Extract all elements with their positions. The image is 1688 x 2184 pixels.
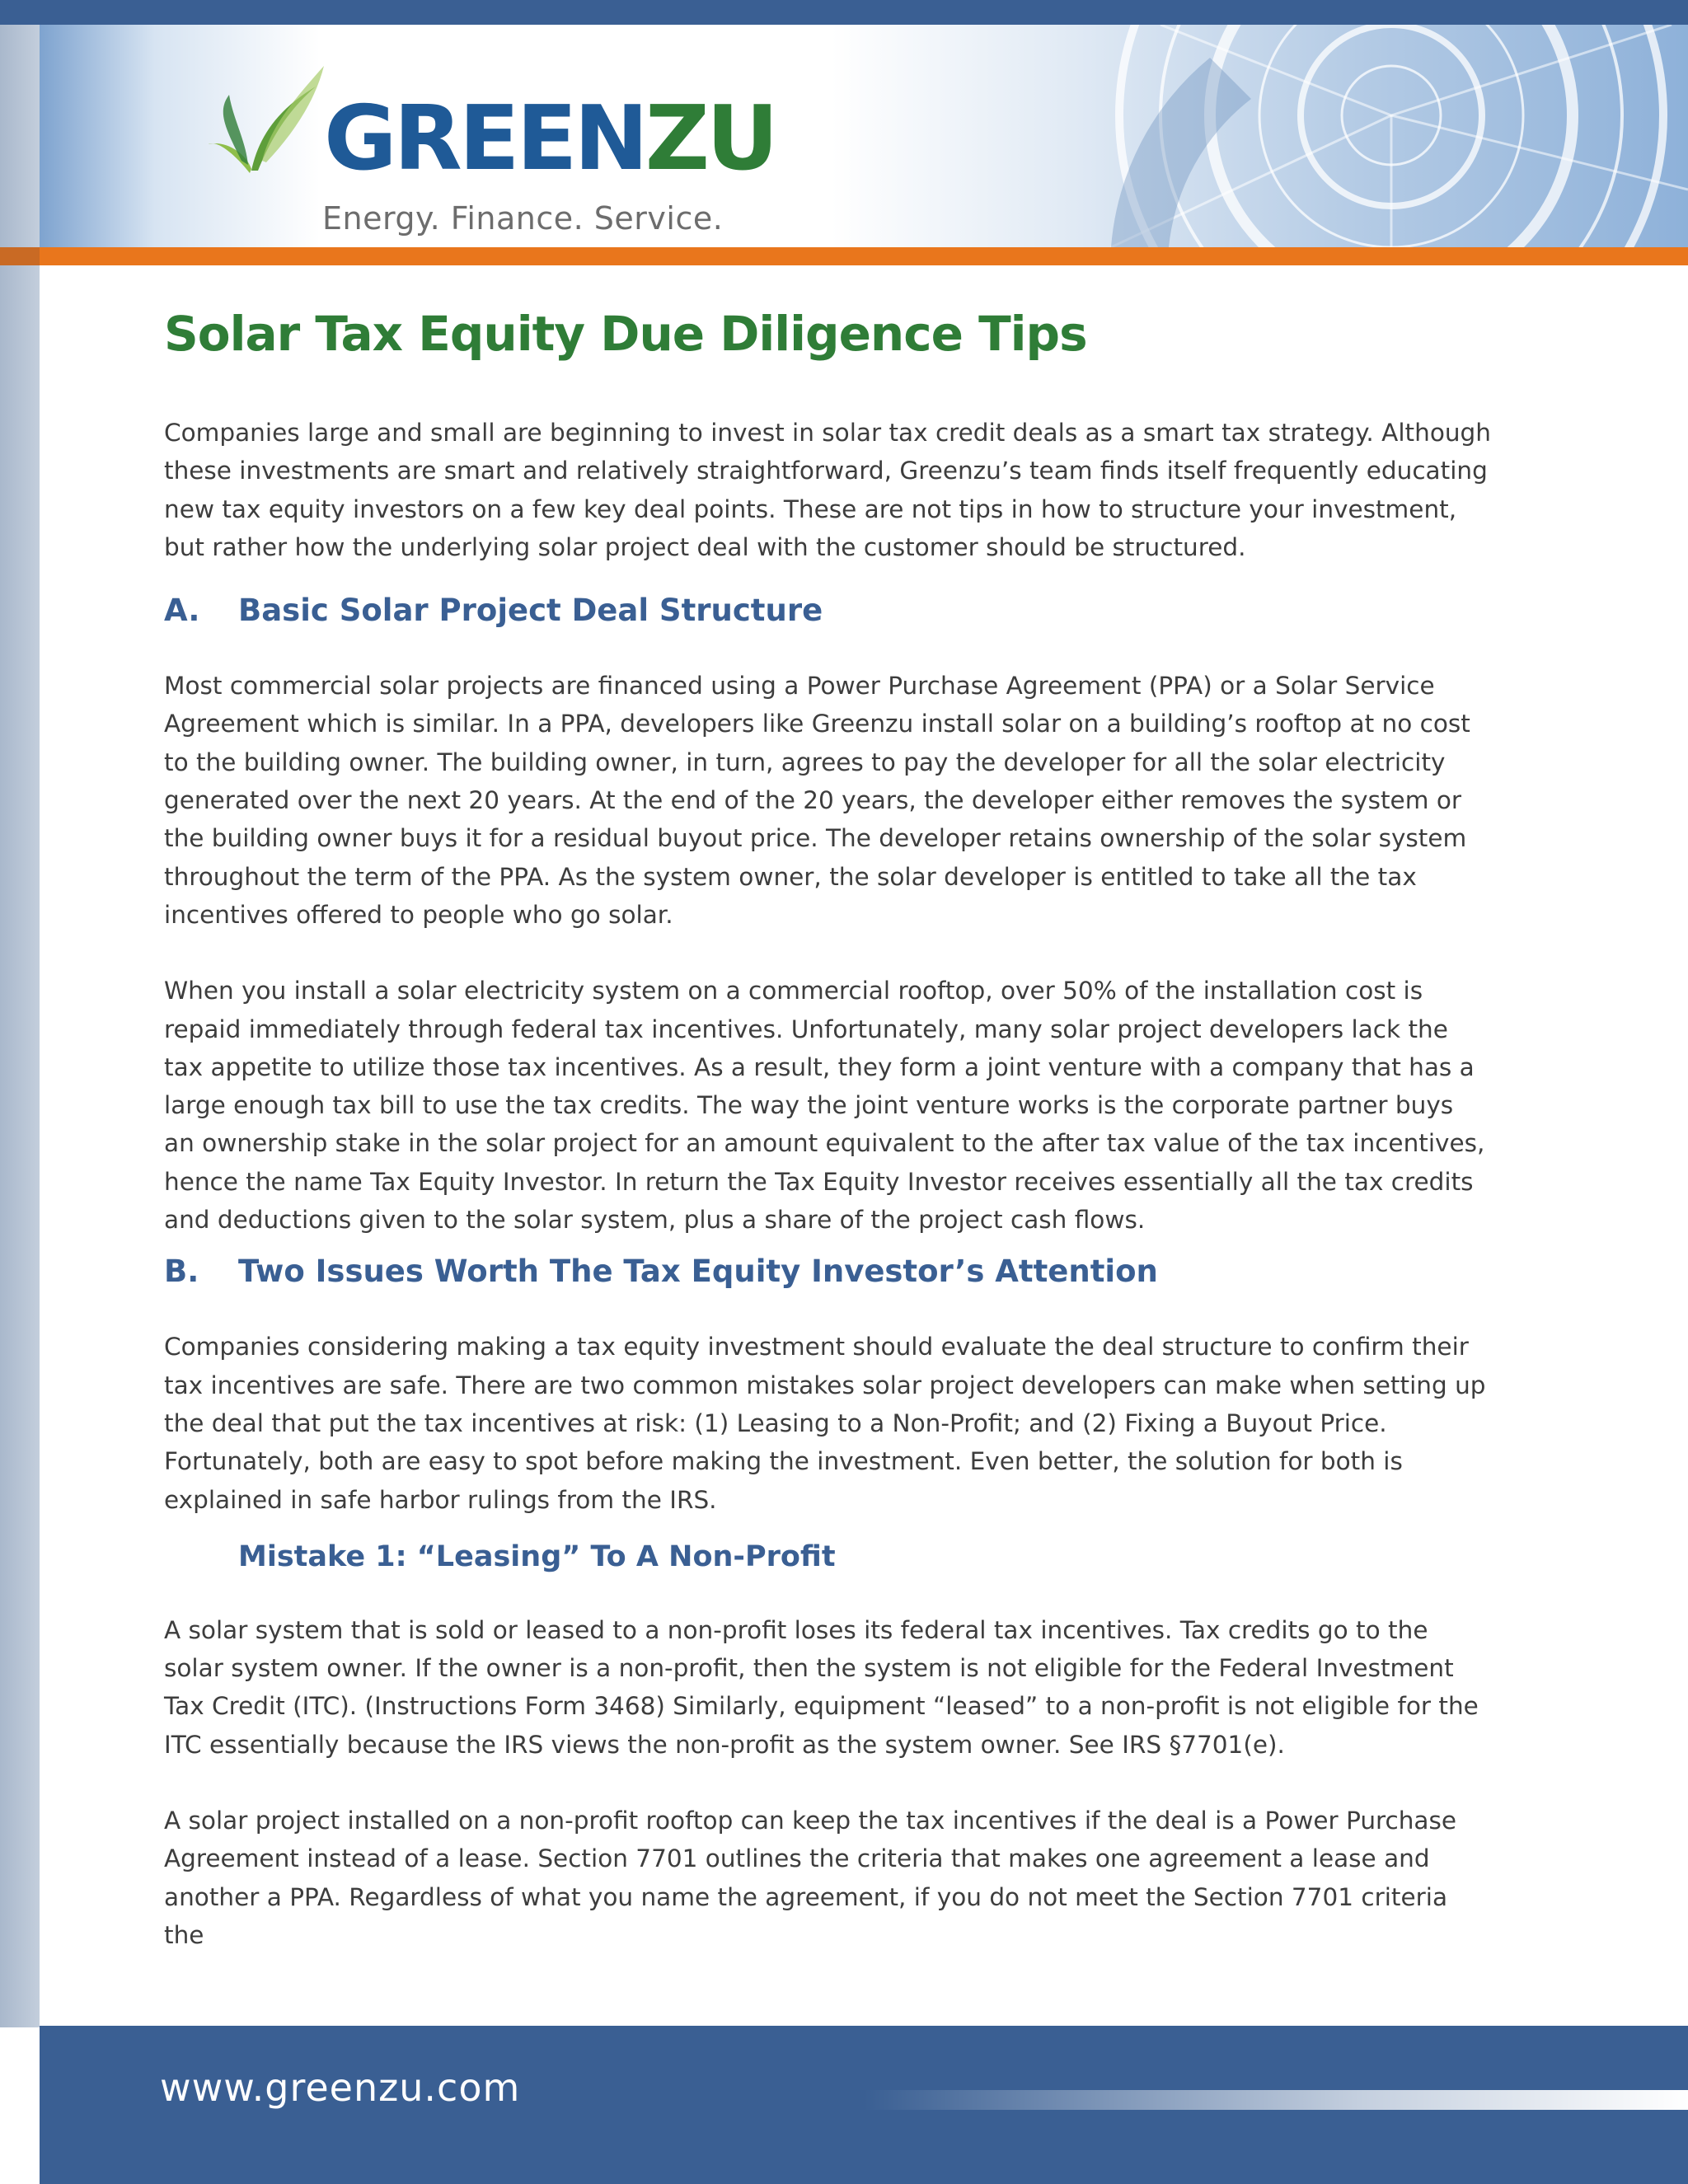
section-b-paragraph-1: Companies considering making a tax equity investment should evaluate the deal structure to confirm their tax incentives are safe. There are two common mistakes solar project developers can make when setting up the deal that put the tax incentives at risk: (1) Leasing to a Non-Profit; and (2) Fixing a Buyout Price. Fortunately, both are easy to spot before making the investment. Even better, the solution for both is explained in safe harbor rulings from the IRS.	[164, 1333, 1486, 1514]
page-footer	[40, 2026, 1688, 2184]
page-title: Solar Tax Equity Due Diligence Tips	[164, 306, 1087, 362]
mistake-1-heading: Mistake 1: “Leasing” To A Non-Profit	[238, 1540, 836, 1573]
greenzu-logo[interactable]	[200, 62, 777, 243]
left-margin-stripe	[0, 25, 40, 2027]
mistake-1-paragraph-2: A solar project installed on a non-profit rooftop can keep the tax incentives if the deal is a Power Purchase Agreement instead of a lease. Section 7701 outlines the criteria that makes one agreement a lease and another a PPA. Regardless of what you name the agreement, if you do not meet the Section 7701 criteria the	[164, 1807, 1457, 1949]
mistake-1-paragraph-1: A solar system that is sold or leased to a non-profit loses its federal tax incentives. Tax credits go to the solar system owner. If the owner is a non-profit, then the system is not eligible for the Federal Investment Tax Credit (ITC). (Instructions Form 3468) Similarly, equipment “leased” to a non-profit is not eligible for the ITC essentially because the IRS views the non-profit as the system owner. See IRS §7701(e).	[164, 1615, 1479, 1759]
section-a-title: Basic Solar Project Deal Structure	[238, 593, 823, 629]
intro-paragraph: Companies large and small are beginning to invest in solar tax credit deals as a smart tax strategy. Although these investments are smart and relatively straightforward, Greenzu’s team finds itself frequently educating new tax equity investors on a few key deal points. These are not tips in how to structure your investment, but rather how the underlying solar project deal with the customer should be structured.	[164, 419, 1491, 561]
top-band	[0, 0, 1688, 25]
section-b-letter: B.	[164, 1254, 199, 1290]
section-a-heading	[164, 586, 1491, 635]
logo-wordmark-zu: ZU	[645, 87, 776, 190]
page-header	[40, 25, 1688, 247]
footer-light-streak	[864, 2083, 1688, 2116]
logo-wordmark	[324, 87, 776, 190]
section-a-paragraph-2: When you install a solar electricity system on a commercial rooftop, over 50% of the installation cost is repaid immediately through federal tax incentives. Unfortunately, many solar project developers lack the tax appetite to utilize those tax incentives. As a result, they form a joint venture with a company that has a large enough tax bill to use the tax credits. The way the joint venture works is the corporate partner buys an ownership stake in the solar project for an amount equivalent to the after tax value of the tax incentives, hence the name Tax Equity Investor. In return the Tax Equity Investor receives essentially all the tax credits and deductions given to the solar system, plus a share of the project cash flows.	[164, 977, 1485, 1235]
logo-wordmark-green: GREEN	[324, 87, 645, 190]
section-b-heading	[164, 1247, 1491, 1296]
header-accent-bar	[0, 247, 1688, 265]
leaf-icon	[200, 62, 332, 185]
logo-tagline: Energy. Finance. Service.	[322, 200, 724, 237]
section-a-paragraph-1: Most commercial solar projects are financed using a Power Purchase Agreement (PPA) or a Solar Service Agreement which is similar. In a PPA, developers like Greenzu install solar on a building’s rooftop at no cost to the building owner. The building owner, in turn, agrees to pay the developer for all the solar electricity generated over the next 20 years. At the end of the 20 years, the developer either removes the system or the building owner buys it for a residual buyout price. The developer retains ownership of the solar system throughout the term of the PPA. As the system owner, the solar developer is entitled to take all the tax incentives offered to people who go solar.	[164, 672, 1470, 929]
section-b-title: Two Issues Worth The Tax Equity Investor’s Attention	[238, 1254, 1158, 1290]
section-a-letter: A.	[164, 593, 200, 629]
document-body	[164, 297, 1491, 1954]
footer-website-link[interactable]: www.greenzu.com	[160, 2065, 521, 2110]
compass-dial-graphic	[864, 25, 1688, 247]
accent-bar-lead	[0, 247, 40, 265]
